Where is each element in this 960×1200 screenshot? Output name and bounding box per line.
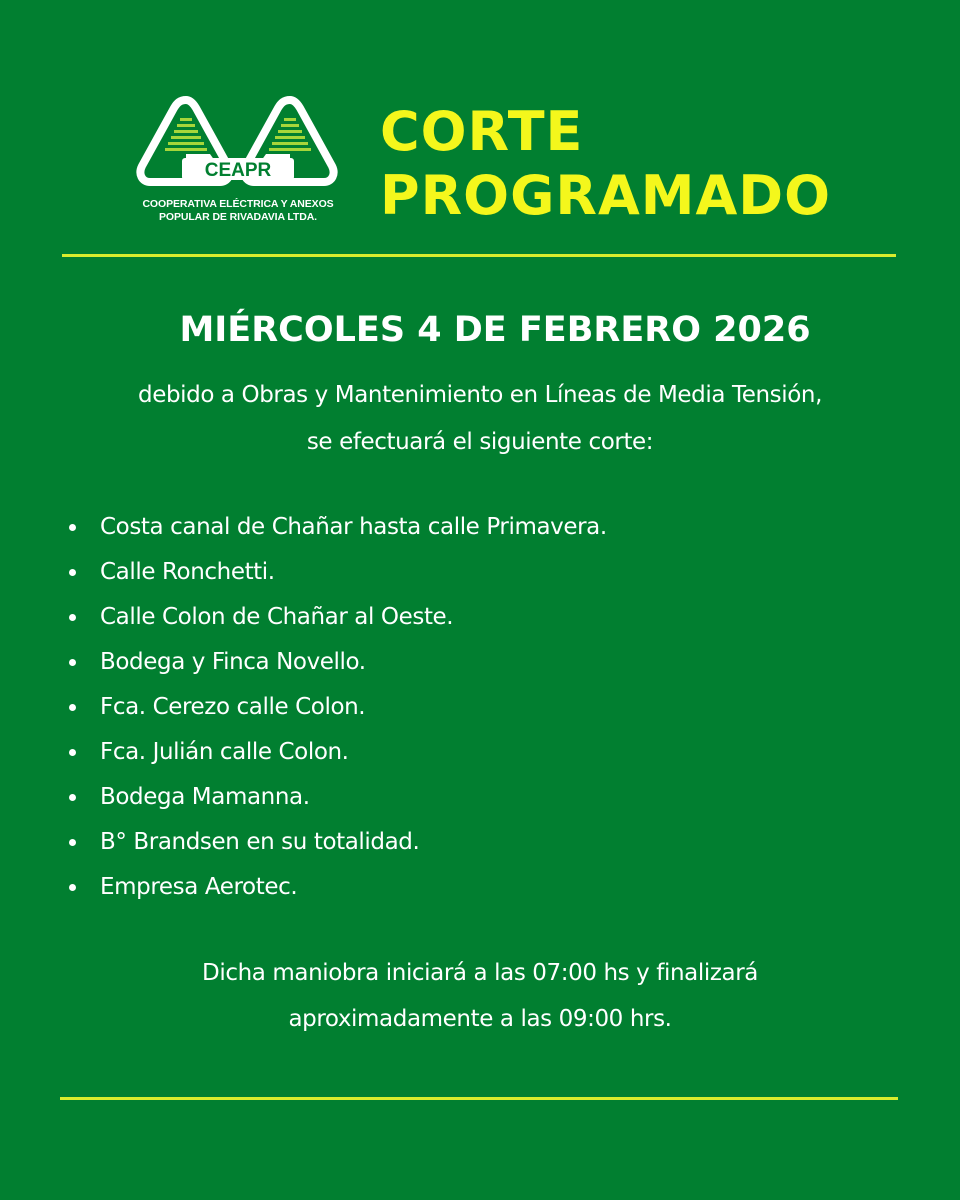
list-item-text: Calle Colon de Chañar al Oeste. (100, 604, 454, 630)
affected-areas-list (60, 505, 920, 910)
outage-date: MIÉRCOLES 4 DE FEBRERO 2026 (179, 310, 811, 350)
list-item (60, 685, 920, 730)
bullet-icon (69, 659, 76, 666)
schedule-line1: Dicha maniobra iniciará a las 07:00 hs y finalizará (202, 960, 758, 986)
list-item-text: Costa canal de Chañar hasta calle Primavera. (100, 514, 607, 540)
bullet-icon (69, 839, 76, 846)
list-item (60, 775, 920, 820)
bullet-icon (69, 569, 76, 576)
headline-line2: PROGRAMADO (380, 164, 832, 227)
schedule-text (40, 950, 920, 1042)
list-item-text: Bodega Mamanna. (100, 784, 310, 810)
bullet-icon (69, 614, 76, 621)
list-item (60, 595, 920, 640)
list-item (60, 550, 920, 595)
list-item-text: Bodega y Finca Novello. (100, 649, 366, 675)
list-item (60, 505, 920, 550)
logo-organization-name (136, 198, 340, 224)
intro-line2: se efectuará el siguiente corte: (306, 429, 654, 455)
list-item-text: B° Brandsen en su totalidad. (100, 829, 420, 855)
intro-line1: debido a Obras y Mantenimiento en Líneas de Media Tensión, (138, 382, 822, 408)
list-item (60, 640, 920, 685)
ceapr-logo-icon (136, 96, 340, 196)
headline (380, 100, 920, 228)
logo-acronym: CEAPR (204, 160, 272, 181)
bullet-icon (69, 749, 76, 756)
bullet-icon (69, 524, 76, 531)
list-item-text: Fca. Cerezo calle Colon. (100, 694, 366, 720)
top-divider (62, 254, 896, 257)
logo-name-line1: COOPERATIVA ELÉCTRICA Y ANEXOS (142, 198, 334, 210)
list-item (60, 865, 920, 910)
list-item (60, 730, 920, 775)
schedule-line2: aproximadamente a las 09:00 hrs. (288, 1006, 672, 1032)
bullet-icon (69, 884, 76, 891)
bottom-divider (60, 1097, 898, 1100)
bullet-icon (69, 794, 76, 801)
logo-name-line2: POPULAR DE RIVADAVIA LTDA. (158, 211, 317, 223)
list-item-text: Calle Ronchetti. (100, 559, 275, 585)
headline-line1: CORTE (380, 100, 584, 163)
list-item-text: Empresa Aerotec. (100, 874, 298, 900)
bullet-icon (69, 704, 76, 711)
intro-text (40, 372, 920, 466)
ceapr-logo (136, 96, 340, 236)
list-item (60, 820, 920, 865)
list-item-text: Fca. Julián calle Colon. (100, 739, 349, 765)
